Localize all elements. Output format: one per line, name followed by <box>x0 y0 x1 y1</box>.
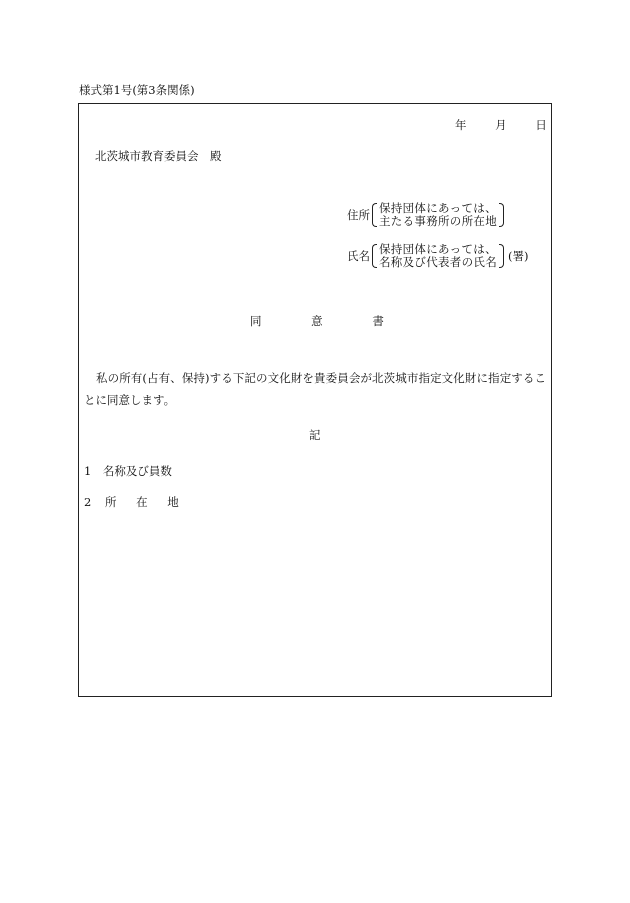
consent-statement: 私の所有(占有、保持)する下記の文化財を貴委員会が北茨城市指定文化財に指定することに同意します。 <box>84 371 546 407</box>
ki-heading: 記 <box>309 428 321 442</box>
date-month: 月 <box>495 118 507 132</box>
item-2-char-1: 所 <box>104 495 117 509</box>
address-bracket <box>372 202 504 228</box>
item-2-number: 2 <box>84 495 92 509</box>
address-label: 住所 <box>347 208 370 222</box>
name-label: 氏名 <box>347 249 370 263</box>
title-char-3: 書 <box>372 314 384 328</box>
form-number-label: 様式第1号(第3条関係) <box>79 83 195 97</box>
address-block <box>347 202 504 228</box>
title-char-2: 意 <box>311 314 323 328</box>
name-note-line1: 保持団体にあっては、 <box>379 242 497 256</box>
date-year: 年 <box>455 118 467 132</box>
document-title <box>250 316 384 328</box>
addressee: 北茨城市教育委員会 殿 <box>95 149 222 163</box>
name-bracket <box>372 243 504 269</box>
date-day: 日 <box>535 118 547 132</box>
title-char-1: 同 <box>250 314 262 328</box>
address-note-line1: 保持団体にあっては、 <box>379 201 497 215</box>
name-note-line2: 名称及び代表者の氏名 <box>379 255 497 269</box>
item-2-char-2: 在 <box>136 495 148 509</box>
date-line <box>455 120 547 132</box>
item-1-name-and-count: 1 名称及び員数 <box>84 464 172 478</box>
address-note-line2: 主たる事務所の所在地 <box>379 214 497 228</box>
name-block <box>347 243 528 269</box>
item-2-location <box>84 497 179 509</box>
item-2-char-3: 地 <box>167 495 179 509</box>
signature-mark: (署) <box>508 249 529 263</box>
